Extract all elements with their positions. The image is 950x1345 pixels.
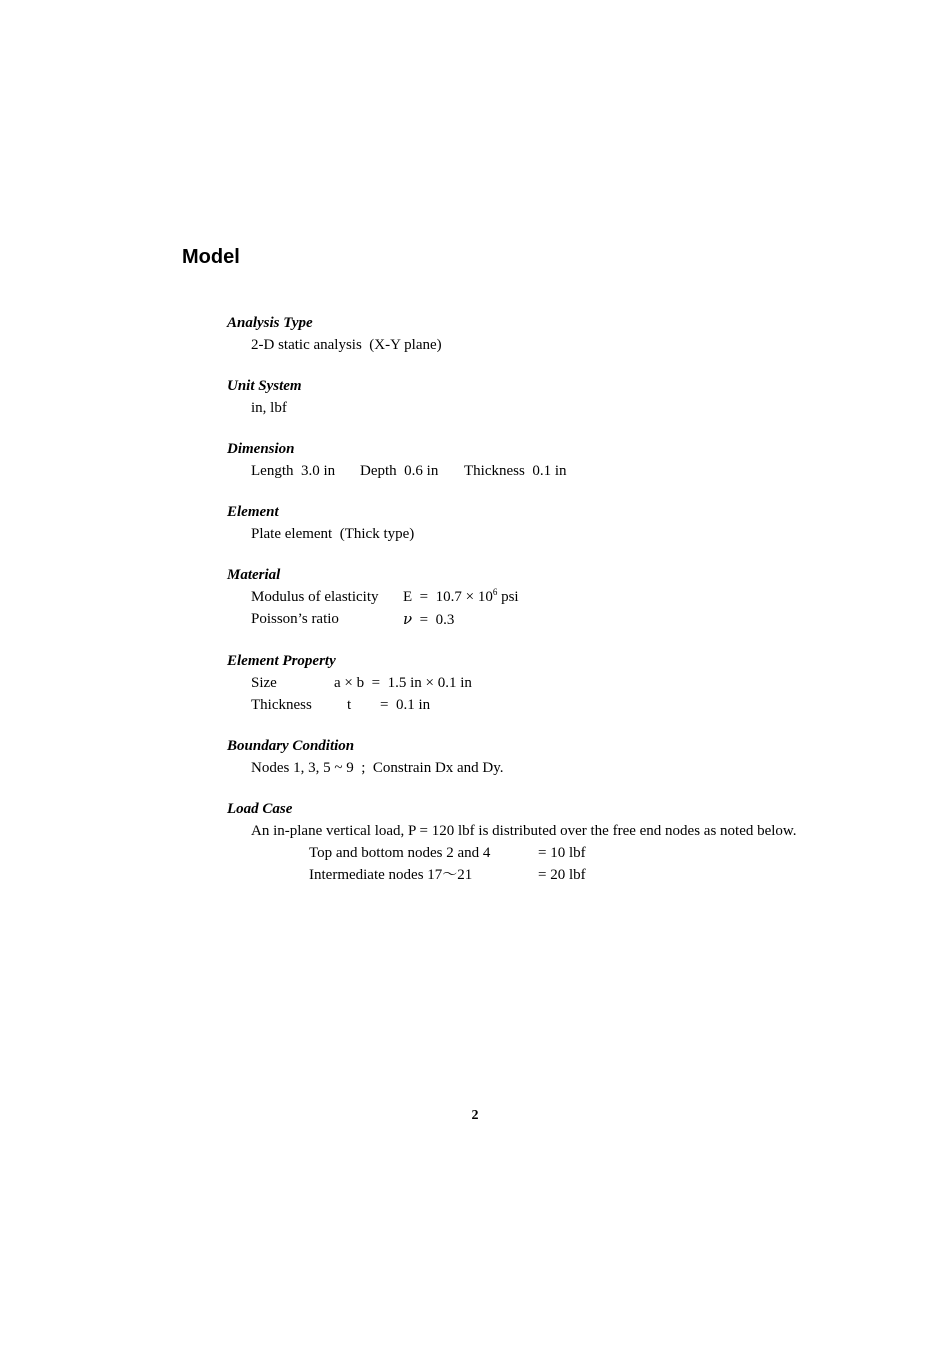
- poisson-symbol: ν: [403, 610, 413, 628]
- element-property-heading: Element Property: [227, 653, 336, 669]
- analysis-type-heading: Analysis Type: [227, 315, 313, 331]
- modulus-base: E = 10.7 × 10: [403, 589, 493, 605]
- load-row-label: Top and bottom nodes 2 and 4: [309, 845, 491, 861]
- thickness-symbol: t: [347, 697, 352, 713]
- load-case-text: An in-plane vertical load, P = 120 lbf is distributed over the free end nodes as noted below.: [251, 823, 797, 839]
- dimension-thickness: Thickness 0.1 in: [464, 463, 567, 479]
- dimension-values: [227, 460, 827, 482]
- element-property-size-row: [227, 672, 827, 694]
- modulus-value: [403, 586, 519, 608]
- load-case-heading: Load Case: [227, 801, 293, 817]
- page-title: Model: [182, 246, 240, 268]
- material-modulus-row: [227, 586, 827, 608]
- boundary-condition-section: [227, 735, 827, 779]
- boundary-condition-text: Nodes 1, 3, 5 ~ 9 ; Constrain Dx and Dy.: [251, 760, 504, 776]
- size-label: Size: [251, 675, 277, 691]
- element-property-thickness-row: [227, 694, 827, 716]
- load-row: [227, 864, 827, 886]
- element-section: [227, 501, 827, 545]
- dimension-depth: Depth 0.6 in: [360, 463, 439, 479]
- analysis-type-section: [227, 312, 827, 356]
- poisson-label: Poisson’s ratio: [251, 611, 339, 627]
- dimension-heading: Dimension: [227, 441, 295, 457]
- modulus-exponent: 6: [492, 587, 498, 597]
- boundary-condition-heading: Boundary Condition: [227, 738, 355, 754]
- dimension-length: Length 3.0 in: [251, 463, 336, 479]
- load-row-value: = 10 lbf: [538, 845, 586, 861]
- poisson-number: = 0.3: [412, 612, 455, 628]
- material-poisson-row: [227, 608, 827, 630]
- poisson-value: [403, 608, 454, 631]
- element-heading: Element: [227, 504, 279, 520]
- element-property-section: [227, 650, 827, 716]
- load-row-label: Intermediate nodes 17～21: [309, 867, 473, 883]
- thickness-value: = 0.1 in: [380, 697, 431, 713]
- thickness-label: Thickness: [251, 697, 312, 713]
- load-case-section: [227, 798, 827, 886]
- load-row-value: = 20 lbf: [538, 867, 586, 883]
- material-section: [227, 564, 827, 630]
- size-value: a × b = 1.5 in × 0.1 in: [334, 675, 472, 691]
- load-row: [227, 842, 827, 864]
- element-text: Plate element (Thick type): [251, 526, 415, 542]
- unit-system-section: [227, 375, 827, 419]
- modulus-unit: psi: [497, 589, 519, 605]
- dimension-section: [227, 438, 827, 482]
- modulus-label: Modulus of elasticity: [251, 589, 379, 605]
- analysis-type-text: 2-D static analysis (X-Y plane): [251, 337, 442, 353]
- material-heading: Material: [227, 567, 281, 583]
- unit-system-text: in, lbf: [251, 400, 287, 416]
- page-number: 2: [471, 1108, 479, 1123]
- unit-system-heading: Unit System: [227, 378, 302, 394]
